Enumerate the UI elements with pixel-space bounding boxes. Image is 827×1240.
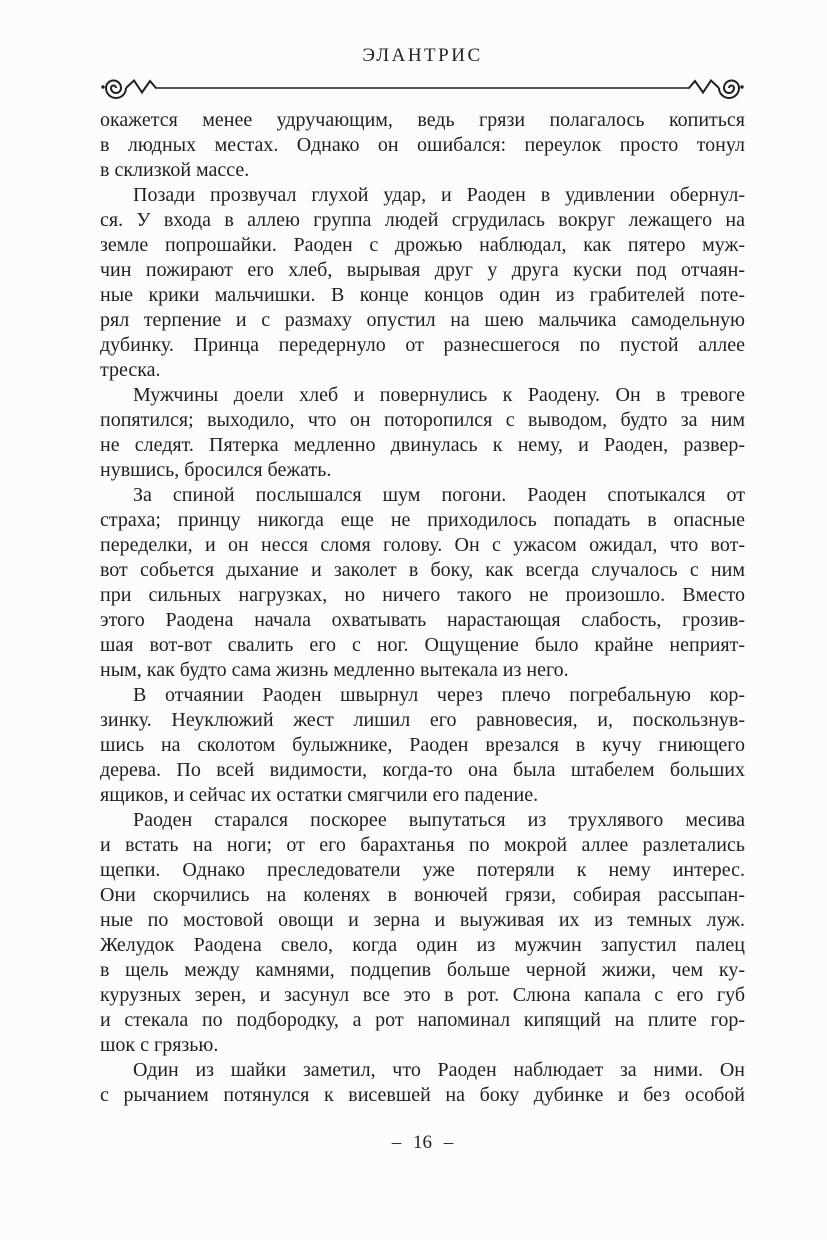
text-line: вот собьется дыхание и заколет в боку, как всегда случалось с ним: [100, 559, 745, 581]
text-line: треска.: [100, 359, 161, 381]
text-line: ные крики мальчишки. В конце концов один из грабителей поте-: [100, 284, 745, 306]
text-line: рял терпение и с размаху опустил на шею мальчика самодельную: [100, 309, 745, 331]
body-text: [100, 108, 745, 1108]
text-line: ные по мостовой овощи и зерна и выуживая их из темных луж.: [100, 909, 745, 931]
text-line: Они скорчились на коленях в вонючей грязи, собирая рассыпан-: [100, 884, 745, 906]
running-head-title: ЭЛАНТРИС: [362, 45, 483, 66]
paragraph: [100, 1058, 745, 1108]
paragraph: [100, 108, 745, 183]
text-line: дубинку. Принца передернуло от разнесшегося по пустой аллее: [100, 334, 745, 356]
spiral-zigzag-flourish-left-icon: [101, 81, 156, 99]
text-line: Позади прозвучал глухой удар, и Раоден в удивлении обернул-: [133, 184, 745, 206]
text-line: курузных зерен, и засунул все это в рот. Слюна капала с его губ: [100, 984, 745, 1006]
text-line: Мужчины доели хлеб и повернулись к Раодену. Он в тревоге: [133, 384, 745, 406]
text-line: в людных местах. Однако он ошибался: переулок просто тонул: [100, 134, 745, 156]
text-line: страха; принцу никогда еще не приходилось попадать в опасные: [100, 509, 745, 531]
text-line: при сильных нагрузках, но ничего такого не произошло. Вместо: [100, 584, 745, 606]
paragraph: [100, 683, 745, 808]
paragraph: [100, 383, 745, 483]
paragraph: [100, 183, 745, 383]
text-line: Раоден старался поскорее выпутаться из трухлявого месива: [133, 809, 745, 831]
text-line: В отчаянии Раоден швырнул через плечо погребальную кор-: [133, 684, 745, 706]
text-line: и стекала по подбородку, а рот напоминал кипящий на плите гор-: [100, 1009, 745, 1031]
text-line: переделки, и он несся сломя голову. Он с ужасом ожидал, что вот-: [100, 534, 745, 556]
text-line: попятился; выходило, что он поторопился с выводом, будто за ним: [100, 409, 745, 431]
spiral-zigzag-flourish-right-icon: [689, 81, 744, 99]
text-line: этого Раодена начала охватывать нарастающая слабость, грозив-: [100, 609, 745, 631]
text-line: земле попрошайки. Раоден с дрожью наблюдал, как пятеро муж-: [100, 234, 745, 256]
page-number: – 16 –: [391, 1132, 454, 1153]
text-line: в склизкой массе.: [100, 159, 250, 181]
paragraph: [100, 808, 745, 1058]
text-line: шись на сколотом булыжнике, Раоден врезался в кучу гниющего: [100, 734, 745, 756]
text-line: Один из шайки заметил, что Раоден наблюдает за ними. Он: [133, 1059, 745, 1081]
text-line: За спиной послышался шум погони. Раоден спотыкался от: [133, 484, 745, 506]
text-line: шок с грязью.: [100, 1034, 219, 1056]
text-line: нувшись, бросился бежать.: [100, 459, 332, 481]
text-line: щепки. Однако преследователи уже потеряли к нему интерес.: [100, 859, 745, 881]
text-line: окажется менее удручающим, ведь грязи полагалось копиться: [100, 109, 745, 131]
text-line: ным, как будто сама жизнь медленно вытекала из него.: [100, 659, 569, 681]
ornamental-divider: [100, 75, 745, 103]
text-line: чин пожирают его хлеб, вырывая друг у друга куски под отчаян-: [100, 259, 745, 281]
text-line: дерева. По всей видимости, когда-то она была штабелем больших: [100, 759, 745, 781]
text-line: ящиков, и сейчас их остатки смягчили его падение.: [100, 784, 539, 806]
text-line: ся. У входа в аллею группа людей сгрудилась вокруг лежащего на: [100, 209, 745, 231]
text-line: в щель между камнями, подцепив больше черной жижи, чем ку-: [100, 959, 745, 981]
text-line: зинку. Неуклюжий жест лишил его равновесия, и, поскользнув-: [100, 709, 745, 731]
text-line: с рычанием потянулся к висевшей на боку дубинке и без особой: [100, 1084, 745, 1106]
text-line: не следят. Пятерка медленно двинулась к нему, и Раоден, развер-: [100, 434, 745, 456]
paragraph: [100, 483, 745, 683]
text-line: Желудок Раодена свело, когда один из мужчин запустил палец: [100, 934, 745, 956]
text-line: шая вот-вот свалить его с ног. Ощущение было крайне неприят-: [100, 634, 745, 656]
text-line: и встать на ноги; от его барахтанья по мокрой аллее разлетались: [100, 834, 745, 856]
